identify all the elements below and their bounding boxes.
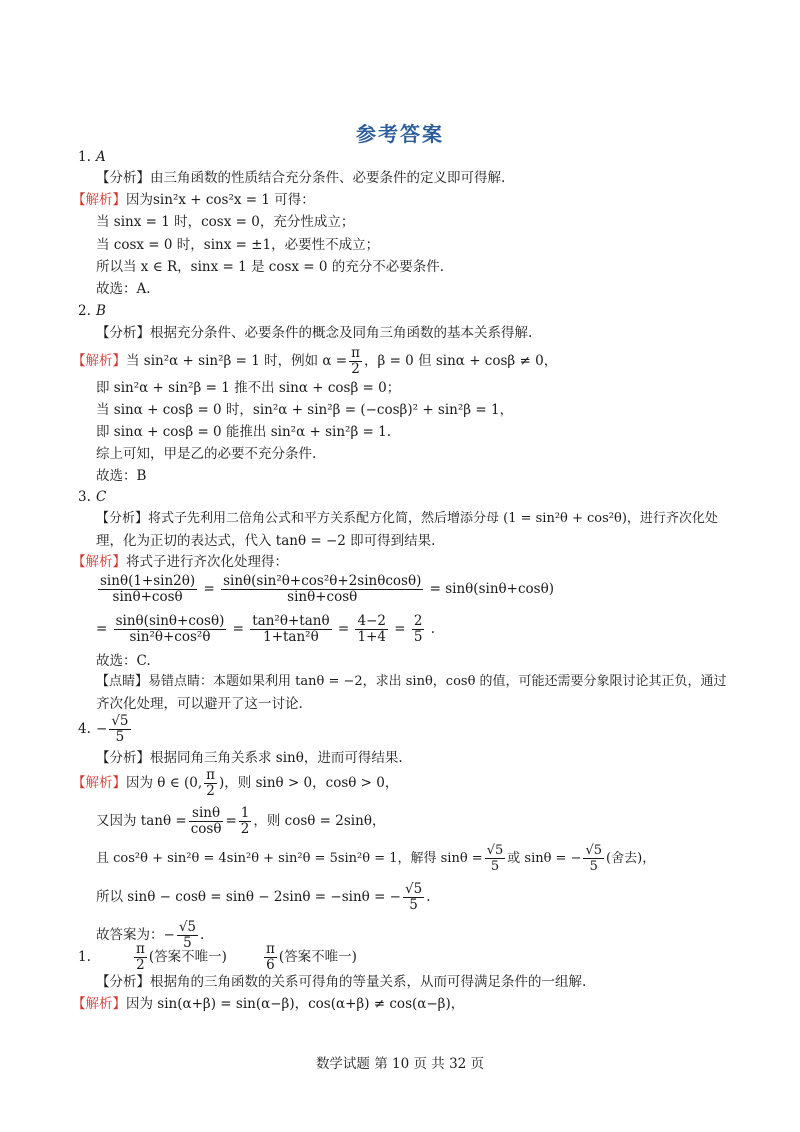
- fraction: $\frac{\pi}{2}$: [351, 345, 360, 377]
- page-title: 参考答案: [356, 122, 444, 146]
- q3-dianjing: 【点睛】易错点睛：本题如果利用 tanθ = −2，求出 sinθ，cosθ 的值，可能还需要分象限讨论其正负，通过: [96, 674, 727, 689]
- q1-line: 当 sinx = 1 时，cosx = 0，充分性成立；: [96, 214, 355, 230]
- q1-line: 故选：A.: [96, 281, 151, 297]
- q2-answer: B: [96, 303, 106, 319]
- q2-line: 故选：B: [96, 468, 147, 484]
- q1-analysis: 【分析】由三角函数的性质结合充分条件、必要条件的定义即可得解.: [96, 170, 506, 186]
- q3-analysis: 【分析】将式子先利用二倍角公式和平方关系配方化简，然后增添分母 (1 = sin²θ + cos²θ)，进行齐次化处: [96, 511, 718, 526]
- q2-analysis: 【分析】根据充分条件、必要条件的概念及同角三角函数的基本关系得解.: [96, 325, 533, 341]
- q3-jiexi: 将式子进行齐次化处理得：: [126, 554, 288, 570]
- fraction: $\frac{\pi}{2}$: [206, 767, 216, 799]
- page-footer: 数学试题 第 10 页 共 32 页: [315, 1056, 485, 1072]
- q3-answer: C: [96, 489, 107, 505]
- q1-line: 所以当 x ∈ R，sinx = 1 是 cosx = 0 的充分不必要条件.: [96, 259, 445, 275]
- q2-line: 即 sin²α + sin²β = 1 推不出 sinα + cosβ = 0；: [96, 380, 401, 396]
- q3-formula-2: = $\frac{\sin\theta(\sin\theta+\cos\theta)}{\text{sin²θ+cos²θ}}$ = $\frac{\text{tan²θ+tanθ}}{\text{1+tan²θ}}$ = $\frac{4-2}{1+4}$ = $\frac{2}{5}$ .: [96, 613, 436, 645]
- q4-line: 又因为 tanθ = $\frac{\sin\theta}{\cos\theta}$ = $\frac{1}{2}$ ，则 cosθ = 2sinθ，: [96, 805, 386, 837]
- q3-jiexi-tag: 【解析】: [72, 554, 126, 570]
- q2-line: 当 sinα + cosβ = 0 时，sin²α + sin²β = (−cosβ)² + sin²β = 1，: [96, 402, 514, 418]
- q5-answer-2: $\frac{\pi}{6}$ (答案不唯一): [266, 941, 357, 973]
- q4-line: 且 cos²θ + sin²θ = 4sin²θ + sin²θ = 5sin²θ = 1，解得 sinθ = $\frac{√5}{5}$ 或 sinθ = − $\frac{√5}{5}$ (舍去)，: [96, 843, 656, 874]
- q3-line: 故选：C.: [96, 653, 151, 669]
- q4-header: 4. − $\frac{√5}{5}$: [0, 712, 800, 748]
- q4-answer: − $\frac{√5}{5}$: [96, 713, 129, 745]
- q2-jiexi-tag: 【解析】: [72, 353, 126, 369]
- q1-jiexi-tag: 【解析】: [72, 192, 126, 208]
- q4-analysis: 【分析】根据同角三角关系求 sinθ，进而可得结果.: [96, 750, 403, 766]
- q4-jiexi-tag: 【解析】: [72, 775, 126, 791]
- q4-line: 故答案为：− $\frac{√5}{5}$ .: [96, 919, 205, 951]
- q1-answer: A: [96, 149, 106, 165]
- q1-jiexi: 因为sin²x + cos²x = 1 可得：: [126, 192, 315, 208]
- q3-formula-1: $\frac{\sin\theta(1+\sin 2\theta)}{\sin\theta+\cos\theta}$ = $\frac{\text{sinθ(sin²θ+cos²θ+2sinθcosθ)}}{\sin\theta+\cos\theta}$ = sinθ(sinθ+cosθ): [100, 573, 554, 605]
- q5-jiexi: 因为 sin(α+β) = sin(α−β)，cos(α+β) ≠ cos(α−β)，: [126, 996, 465, 1012]
- q3-analysis: 理，化为正切的表达式，代入 tanθ = −2 即可得到结果.: [96, 533, 436, 549]
- q5-answer-1: $\frac{\pi}{2}$ (答案不唯一): [136, 941, 227, 973]
- q5-analysis: 【分析】根据角的三角函数的关系可得角的等量关系，从而可得满足条件的一组解.: [96, 974, 587, 990]
- q3-dianjing: 齐次化处理，可以避开了这一讨论.: [96, 696, 303, 712]
- q2-line: 即 sinα + cosβ = 0 能推出 sin²α + sin²β = 1.: [96, 424, 392, 440]
- q5-jiexi-tag: 【解析】: [72, 996, 126, 1012]
- q4-line: 所以 sinθ − cosθ = sinθ − 2sinθ = −sinθ = − $\frac{√5}{5}$ .: [96, 881, 431, 913]
- q1-line: 当 cosx = 0 时，sinx = ±1，必要性不成立；: [96, 237, 380, 253]
- q5-header: 1. $\frac{\pi}{2}$ (答案不唯一) $\frac{\pi}{6}$ (答案不唯一): [78, 941, 357, 973]
- q2-line: 综上可知，甲是乙的必要不充分条件.: [96, 446, 317, 462]
